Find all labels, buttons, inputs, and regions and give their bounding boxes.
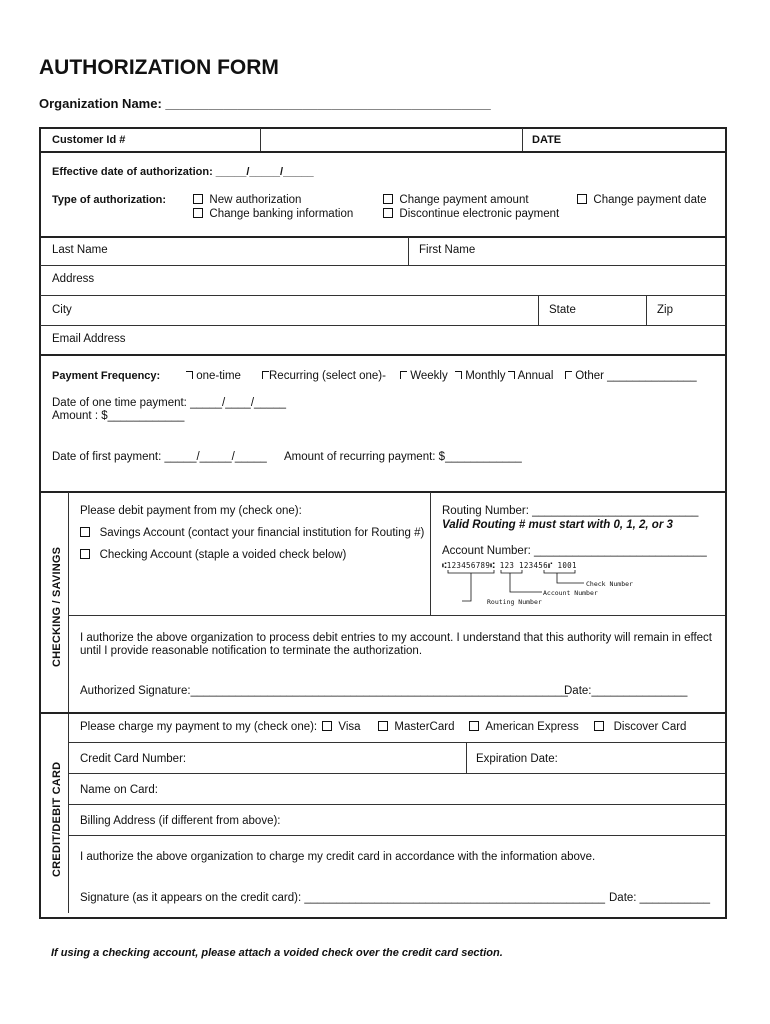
checkbox[interactable] bbox=[383, 194, 393, 204]
checkbox[interactable] bbox=[565, 371, 572, 379]
option-label: Recurring (select one)- bbox=[269, 370, 386, 382]
routing-number-label: Routing Number bbox=[487, 598, 542, 606]
change-amount-option[interactable] bbox=[383, 194, 529, 206]
routing-number-field[interactable]: Routing Number: __________________________ bbox=[442, 505, 699, 517]
debit-prompt: Please debit payment from my (check one): bbox=[80, 505, 302, 517]
checkbox[interactable] bbox=[577, 194, 587, 204]
divider bbox=[69, 742, 725, 743]
charge-prompt: Please charge my payment to my (check one): bbox=[80, 721, 318, 733]
checkbox[interactable] bbox=[455, 371, 462, 379]
other-option[interactable] bbox=[565, 370, 697, 382]
divider bbox=[646, 295, 647, 325]
divider bbox=[408, 237, 409, 265]
page-title: AUTHORIZATION FORM bbox=[39, 56, 279, 79]
one-time-option[interactable] bbox=[186, 370, 241, 382]
one-time-date-field[interactable]: Date of one time payment: _____/____/_____ bbox=[52, 397, 287, 409]
credit-debit-section-label: CREDIT/DEBIT CARD bbox=[51, 761, 63, 877]
visa-option[interactable] bbox=[322, 721, 361, 733]
checkbox[interactable] bbox=[80, 549, 90, 559]
option-label: Weekly bbox=[410, 370, 448, 382]
divider bbox=[40, 151, 725, 153]
divider bbox=[522, 128, 523, 151]
divider bbox=[40, 712, 725, 714]
account-bracket bbox=[544, 570, 575, 573]
footer-note: If using a checking account, please attach a voided check over the credit card section. bbox=[51, 947, 503, 959]
last-name-field[interactable]: Last Name bbox=[52, 244, 108, 256]
divider bbox=[40, 236, 725, 238]
option-label: Change payment amount bbox=[399, 194, 529, 206]
divider bbox=[69, 773, 725, 774]
monthly-option[interactable] bbox=[455, 370, 505, 382]
account-number-field[interactable]: Account Number: ___________________________ bbox=[442, 545, 707, 557]
savings-account-option[interactable] bbox=[80, 527, 424, 539]
weekly-option[interactable] bbox=[400, 370, 448, 382]
card-signature-date-field[interactable]: Date: ___________ bbox=[609, 892, 711, 904]
option-label: Other ______________ bbox=[575, 370, 697, 382]
option-label: MasterCard bbox=[394, 721, 455, 733]
customer-id-label: Customer Id # bbox=[52, 134, 126, 146]
micr-line: ⑆123456789⑆ 123 123456⑈ 1001 bbox=[442, 561, 577, 570]
option-label: American Express bbox=[485, 721, 579, 733]
zip-field[interactable]: Zip bbox=[657, 304, 673, 316]
option-label: Savings Account (contact your financial institution for Routing #) bbox=[99, 527, 425, 539]
first-payment-date-field[interactable]: Date of first payment: _____/_____/_____ bbox=[52, 451, 267, 463]
recurring-amount-field[interactable]: Amount of recurring payment: $____________ bbox=[284, 451, 522, 463]
city-field[interactable]: City bbox=[52, 304, 72, 316]
new-authorization-option[interactable] bbox=[193, 194, 301, 206]
one-time-amount-field[interactable]: Amount : $____________ bbox=[52, 410, 185, 422]
card-authorization-text: I authorize the above organization to charge my credit card in accordance with the information above. bbox=[80, 851, 596, 863]
checkbox[interactable] bbox=[186, 371, 193, 379]
recurring-option[interactable] bbox=[262, 370, 386, 382]
card-number-field[interactable]: Credit Card Number: bbox=[80, 753, 187, 765]
checking-account-option[interactable] bbox=[80, 549, 346, 561]
authorization-type-label: Type of authorization: bbox=[52, 194, 167, 206]
divider bbox=[260, 128, 261, 151]
divider bbox=[68, 492, 69, 913]
checkbox[interactable] bbox=[193, 208, 203, 218]
divider bbox=[40, 491, 725, 493]
checkbox[interactable] bbox=[262, 371, 269, 379]
divider bbox=[40, 295, 725, 296]
address-field[interactable]: Address bbox=[52, 273, 95, 285]
divider bbox=[40, 325, 725, 326]
discover-option[interactable] bbox=[594, 721, 686, 733]
divider bbox=[69, 615, 725, 616]
option-label: Discontinue electronic payment bbox=[399, 208, 560, 220]
routing-leader bbox=[462, 573, 471, 601]
signature-date-field[interactable]: Date:_______________ bbox=[564, 685, 688, 697]
routing-bracket bbox=[448, 570, 494, 573]
option-label: Change payment date bbox=[593, 194, 707, 206]
debit-authorization-text: I authorize the above organization to process debit entries to my account. I understand that this authority will remain in effect bbox=[80, 632, 713, 644]
state-field[interactable]: State bbox=[549, 304, 576, 316]
change-date-option[interactable] bbox=[577, 194, 707, 206]
debit-authorization-text: until I provide reasonable notification to terminate the authorization. bbox=[80, 645, 423, 657]
name-on-card-field[interactable]: Name on Card: bbox=[80, 784, 158, 796]
billing-address-field[interactable]: Billing Address (if different from above): bbox=[80, 815, 281, 827]
expiration-date-field[interactable]: Expiration Date: bbox=[476, 753, 558, 765]
option-label: New authorization bbox=[209, 194, 302, 206]
authorized-signature-field[interactable]: Authorized Signature:___________________________________________________________ bbox=[80, 685, 568, 697]
effective-date-field[interactable]: Effective date of authorization: _____/_____/_____ bbox=[52, 166, 314, 178]
routing-note: Valid Routing # must start with 0, 1, 2, or 3 bbox=[442, 519, 673, 531]
divider bbox=[40, 265, 725, 266]
checkbox[interactable] bbox=[383, 208, 393, 218]
divider bbox=[430, 492, 431, 615]
email-field[interactable]: Email Address bbox=[52, 333, 126, 345]
option-label: Visa bbox=[338, 721, 361, 733]
divider bbox=[69, 835, 725, 836]
checking-savings-section-label: CHECKING / SAVINGS bbox=[51, 546, 63, 667]
check-number-label: Check Number bbox=[586, 580, 633, 588]
option-label: Change banking information bbox=[209, 208, 354, 220]
payment-frequency-label: Payment Frequency: bbox=[52, 370, 161, 382]
checkbox[interactable] bbox=[469, 721, 479, 731]
option-label: one-time bbox=[196, 370, 241, 382]
option-label: Monthly bbox=[465, 370, 506, 382]
account-bracket bbox=[501, 570, 522, 573]
checkbox[interactable] bbox=[193, 194, 203, 204]
check-number-leader bbox=[557, 573, 584, 583]
account-leader bbox=[510, 573, 542, 592]
mastercard-option[interactable] bbox=[378, 721, 454, 733]
checkbox[interactable] bbox=[400, 371, 407, 379]
checkbox[interactable] bbox=[322, 721, 332, 731]
divider bbox=[40, 354, 725, 356]
change-banking-option[interactable] bbox=[193, 208, 353, 220]
date-label: DATE bbox=[532, 134, 562, 146]
customer-id-field[interactable] bbox=[263, 129, 519, 150]
checkbox[interactable] bbox=[80, 527, 90, 537]
first-name-field[interactable]: First Name bbox=[419, 244, 476, 256]
checkbox[interactable] bbox=[594, 721, 604, 731]
discontinue-option[interactable] bbox=[383, 208, 559, 220]
card-signature-field[interactable]: Signature (as it appears on the credit card): _______________________________________________ bbox=[80, 892, 605, 904]
divider bbox=[69, 804, 725, 805]
divider bbox=[466, 742, 467, 773]
option-label: Checking Account (staple a voided check below) bbox=[99, 549, 347, 561]
annual-option[interactable] bbox=[508, 370, 553, 382]
account-number-label: Account Number bbox=[543, 589, 598, 597]
checkbox[interactable] bbox=[508, 371, 515, 379]
option-label: Discover Card bbox=[613, 721, 687, 733]
checkbox[interactable] bbox=[378, 721, 388, 731]
amex-option[interactable] bbox=[469, 721, 579, 733]
divider bbox=[538, 295, 539, 325]
organization-name-field[interactable]: Organization Name: _____________________________________________ bbox=[39, 96, 491, 111]
option-label: Annual bbox=[517, 370, 554, 382]
